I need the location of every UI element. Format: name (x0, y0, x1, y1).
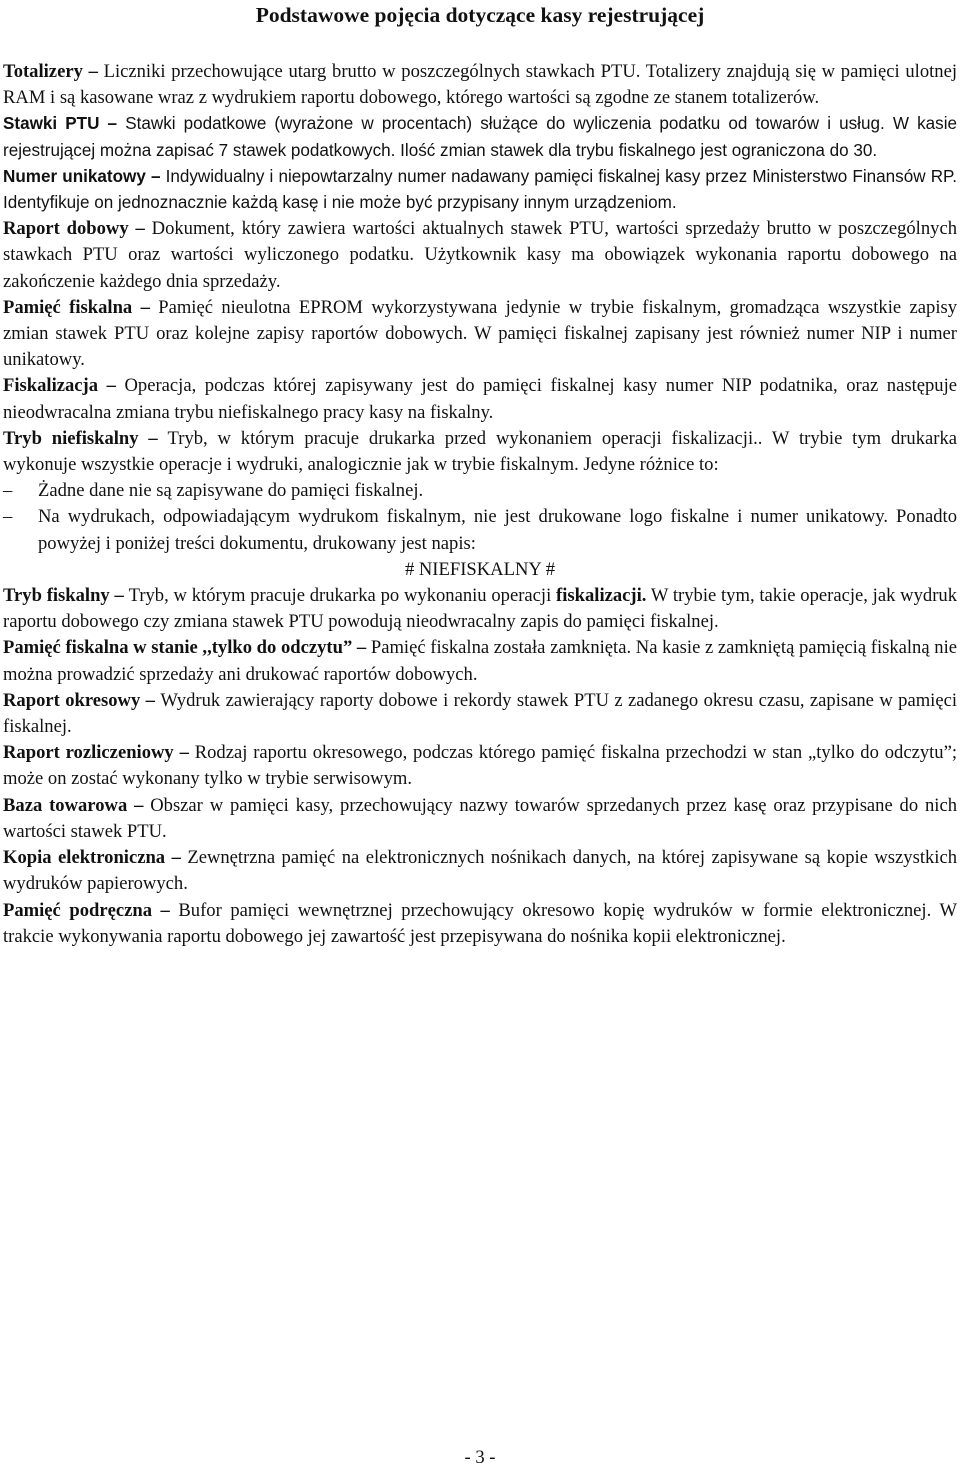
dash-marker: – (3, 480, 13, 502)
definition-term: Fiskalizacja (3, 375, 99, 397)
niefiskalny-marker-text: # NIEFISKALNY # (404, 558, 556, 580)
definition-text: Wydruk zawierający raporty dobowe i rekordy stawek PTU z zadanego okresu czasu, zapisane w pamięci fiskalnej. (3, 689, 957, 738)
page-number: - 3 - (464, 1447, 496, 1468)
document-page (3, 0, 957, 1478)
definition-term: Raport dobowy (3, 218, 129, 240)
definition-pamiec-tylko-do-odczytu (3, 635, 957, 687)
definition-separator: – (138, 427, 168, 449)
definition-term: Stawki PTU (3, 114, 100, 134)
definition-text: Liczniki przechowujące utarg brutto w poszczególnych stawkach PTU. Totalizery znajdują się w pamięci ulotnej RAM i są kasowane wraz z wydrukiem raportu dobowego, którego wartości są zgodne ze stanem totalizerów. (3, 61, 957, 109)
definition-separator: – (127, 794, 151, 816)
definition-tryb-fiskalny (3, 583, 957, 635)
definition-numer-unikatowy (3, 164, 957, 216)
definition-separator: – (128, 218, 152, 240)
definition-totalizery (3, 59, 957, 111)
definition-term: Pamięć fiskalna (3, 296, 133, 318)
definition-term: Tryb niefiskalny (3, 427, 139, 449)
definition-text: Tryb, w którym pracuje drukarka przed wykonaniem operacji fiskalizacji.. W trybie tym drukarka wykonuje wszystkie operacje i wydruki, analogicznie jak w trybie fiskalnym. Jedyne różnice to: (3, 427, 958, 476)
definition-separator: – (98, 375, 125, 397)
definition-pamiec-fiskalna (3, 295, 957, 374)
definition-raport-rozliczeniowy (3, 740, 957, 792)
definition-tryb-niefiskalny (3, 426, 957, 478)
definition-raport-okresowy (3, 688, 957, 740)
definition-term: Pamięć podręczna (3, 899, 152, 921)
definition-text: Stawki podatkowe (wyrażone w procentach) służące do wyliczenia podatku od towarów i usług. W kasie rejestrującej można zapisać 7 stawek podatkowych. Ilość zmian stawek dla trybu fiskalnego jest ograniczona do 30. (3, 114, 957, 160)
definition-separator: – (140, 689, 161, 711)
definition-term: Raport rozliczeniowy (3, 742, 174, 764)
definition-term: Raport okresowy (3, 689, 141, 711)
definition-text: W trybie tym, takie operacje, jak wydruk raportu dobowego czy zmiana stawek PTU powodują nieodwracalny zapis do pamięci fiskalnej. (3, 585, 957, 633)
definition-term: Baza towarowa (3, 794, 128, 816)
document-body (3, 59, 957, 950)
definition-separator: – (145, 166, 166, 186)
definition-text: Obszar w pamięci kasy, przechowujący nazwy towarów sprzedanych przez kasę oraz przypisane do nich wartości stawek PTU. (3, 794, 958, 842)
list-item (3, 478, 957, 504)
definition-term: Totalizery (3, 61, 83, 82)
definition-separator: – (165, 847, 188, 869)
definition-term: Tryb fiskalny (3, 585, 110, 607)
definition-separator: – (352, 637, 371, 659)
definition-raport-dobowy (3, 216, 957, 295)
definition-text: Dokument, który zawiera wartości aktualnych stawek PTU, wartości sprzedaży brutto w poszczególnych stawkach PTU oraz wartości wyliczonego podatku. Użytkownik kasy ma obowiązek wykonania raportu dobowego na zakończenie każdego dnia sprzedaży. (3, 218, 957, 292)
definition-stawki-ptu (3, 111, 957, 163)
definition-separator: – (99, 114, 126, 134)
definition-separator: – (82, 61, 104, 82)
definition-separator: – (152, 899, 179, 921)
list-item (3, 504, 957, 556)
dash-marker: – (3, 506, 13, 528)
definition-text: Rodzaj raportu okresowego, podczas którego pamięć fiskalna przechodzi w stan „tylko do odczytu”; może on zostać wykonany tylko w trybie serwisowym. (3, 742, 958, 790)
definition-emphasis: fiskalizacji. (556, 585, 647, 607)
definition-text: Zewnętrzna pamięć na elektronicznych nośnikach danych, na której zapisywane są kopie wszystkich wydruków papierowych. (3, 847, 958, 895)
definition-term: Pamięć fiskalna w stanie ,,tylko do odczytu” (3, 637, 353, 659)
page-title: Podstawowe pojęcia dotyczące kasy rejestrującej (255, 3, 705, 27)
definition-text: Indywidualny i niepowtarzalny numer nadawany pamięci fiskalnej kasy przez Ministerstwo Finansów RP. Identyfikuje on jednoznacznie każdą kasę i nie może być przypisany innym urządzeniom. (3, 166, 957, 213)
definition-text: Tryb, w którym pracuje drukarka po wykonaniu operacji (128, 585, 557, 607)
definition-text: Bufor pamięci wewnętrznej przechowujący okresowo kopię wydruków w formie elektronicznej. W trakcie wykonywania raportu dobowego jej zawartość jest przepisywana do nośnika kopii elektronicznej. (3, 899, 957, 947)
definition-term: Numer unikatowy (3, 166, 146, 186)
definition-separator: – (132, 296, 159, 318)
definition-kopia-elektroniczna (3, 845, 957, 897)
definition-baza-towarowa (3, 793, 957, 845)
definition-separator: – (173, 742, 195, 764)
definition-fiskalizacja (3, 373, 957, 425)
definition-text: Pamięć fiskalna została zamknięta. Na kasie z zamkniętą pamięcią fiskalną nie można prowadzić sprzedaży ani drukować raportów dobowych. (3, 637, 957, 685)
definition-term: Kopia elektroniczna (3, 847, 166, 869)
definition-separator: – (109, 585, 129, 607)
definition-text: Operacja, podczas której zapisywany jest do pamięci fiskalnej kasy numer NIP podatnika, oraz następuje nieodwracalna zmiana trybu niefiskalnego pracy kasy na fiskalny. (3, 375, 958, 423)
definition-text: Pamięć nieulotna EPROM wykorzystywana jedynie w trybie fiskalnym, gromadząca wszystkie zapisy zmian stawek PTU oraz kolejne zapisy raportów dobowych. W pamięci fiskalnej zapisany jest również numer NIP i numer unikatowy. (3, 296, 958, 371)
list-item-text: Żadne dane nie są zapisywane do pamięci fiskalnej. (38, 480, 424, 502)
list-item-text: Na wydrukach, odpowiadającym wydrukom fiskalnym, nie jest drukowane logo fiskalne i numer unikatowy. Ponadto powyżej i poniżej treści dokumentu, drukowany jest napis: (38, 506, 957, 554)
definition-pamiec-podreczna (3, 898, 957, 950)
